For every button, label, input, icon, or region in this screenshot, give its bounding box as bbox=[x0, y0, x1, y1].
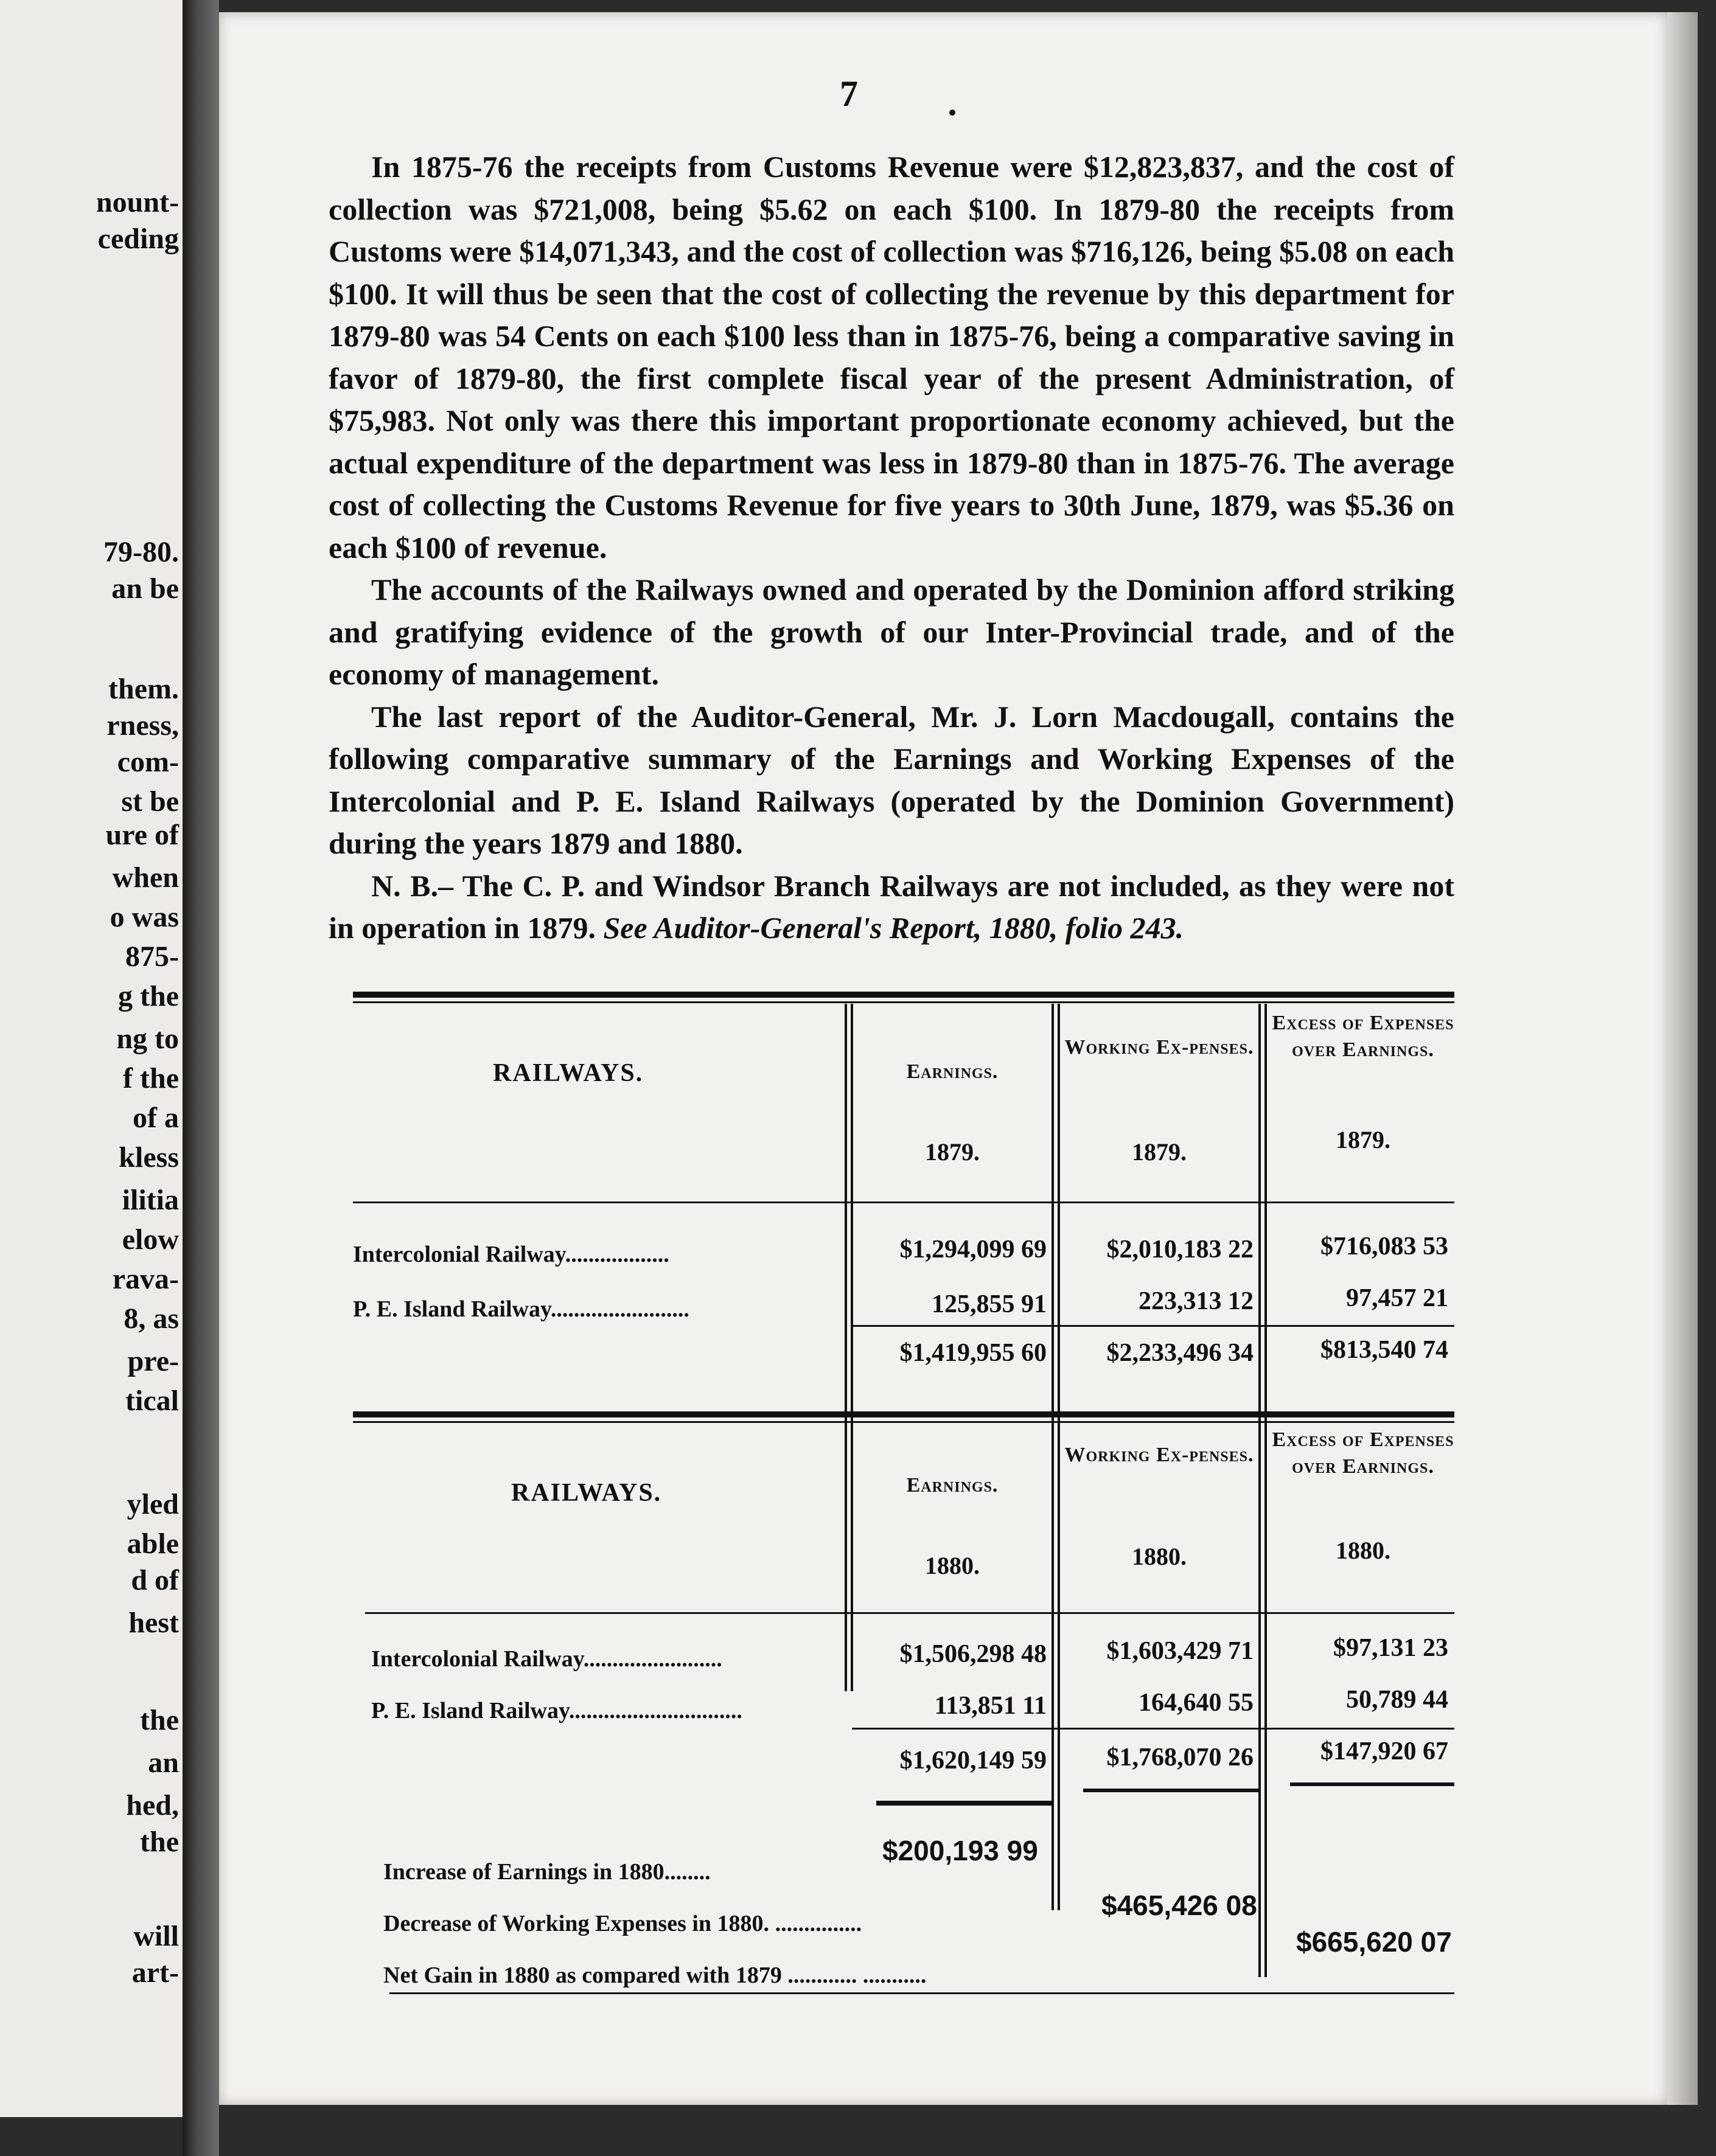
summary-value-increase: $200,193 99 bbox=[882, 1835, 1038, 1866]
left-page-fragment: 8, as bbox=[124, 1302, 179, 1335]
earnings-pei-1879: 125,855 91 bbox=[932, 1290, 1047, 1318]
left-page-fragment: able bbox=[127, 1528, 179, 1560]
left-page-fragment: when bbox=[112, 861, 179, 894]
expenses-pei-1879: 223,313 12 bbox=[1139, 1287, 1254, 1315]
left-page-fragment: rava- bbox=[112, 1263, 179, 1295]
excess-intercolonial-1880: $97,131 23 bbox=[1333, 1634, 1448, 1662]
left-page-fragment: o was bbox=[110, 901, 179, 933]
year-excess-1879: 1879. bbox=[1336, 1126, 1390, 1153]
paragraph-customs: In 1875-76 the receipts from Customs Revenue were $12,823,837, and the cost of collection was $721,008, being $5.62 on each $100. In 1879-80 the receipts from Customs were $14,071,343, and the cost of collection was $716,126, being $5.08 on each $100. It will thus be seen that the cost of collecting the revenue by this department for 1879-80 was 54 Cents on each $100 less than in 1875-76, being a comparative saving in favor of 1879-80, the first complete fiscal year of the present Administration, of $75,983. Not only was there this important proportionate economy achieved, but the actual expenditure of the department was less in 1879-80 than in 1875-76. The average cost of collecting the Customs Revenue for five years to 30th June, 1879, was $5.36 on each $100 of revenue. bbox=[329, 150, 1454, 565]
expenses-total-1880: $1,768,070 26 bbox=[1106, 1744, 1254, 1772]
left-page-fragment: 79-80. bbox=[103, 536, 179, 568]
rule-under-expenses-total bbox=[1083, 1789, 1260, 1792]
left-page-fragment: pre- bbox=[127, 1345, 179, 1377]
left-page-fragment: g the bbox=[118, 980, 179, 1012]
left-page-fragment: the bbox=[140, 1704, 179, 1736]
excess-intercolonial-1879: $716,083 53 bbox=[1320, 1233, 1448, 1261]
left-page-fragment: d of bbox=[131, 1564, 179, 1596]
left-page-fragment: an bbox=[148, 1747, 179, 1779]
left-page bbox=[0, 0, 183, 2117]
year-excess-1880: 1880. bbox=[1336, 1537, 1390, 1564]
table-top-rule-thin bbox=[353, 1001, 1454, 1003]
subtotal-rule-1880 bbox=[852, 1728, 1454, 1730]
left-page-fragment: kless bbox=[119, 1141, 179, 1174]
header-excess-1879: Excess of Expenses over Earnings. bbox=[1272, 1012, 1454, 1061]
expenses-intercolonial-1880: $1,603,429 71 bbox=[1106, 1637, 1254, 1665]
expenses-intercolonial-1879: $2,010,183 22 bbox=[1106, 1236, 1254, 1264]
left-page-fragment: hest bbox=[128, 1607, 179, 1639]
row-label-pei-1880: P. E. Island Railway.............................. bbox=[371, 1698, 742, 1723]
table-top-rule bbox=[353, 992, 1454, 998]
summary-label-increase: Increase of Earnings in 1880........ bbox=[383, 1859, 711, 1885]
earnings-pei-1880: 113,851 11 bbox=[934, 1692, 1047, 1720]
row-label-intercolonial-1879: Intercolonial Railway.................. bbox=[353, 1242, 669, 1267]
left-page-fragment: an be bbox=[111, 572, 179, 605]
rule-under-excess-total bbox=[1290, 1782, 1454, 1786]
body-text bbox=[329, 146, 1454, 950]
left-page-fragment: ceding bbox=[97, 223, 179, 255]
left-page-fragment: rness, bbox=[106, 709, 179, 742]
left-page-fragment: of a bbox=[133, 1102, 179, 1134]
page-number: 7 bbox=[840, 74, 858, 114]
year-expenses-1880: 1880. bbox=[1132, 1543, 1187, 1570]
book-gutter bbox=[183, 0, 219, 2156]
left-page-fragment: hed, bbox=[126, 1789, 179, 1821]
left-page-fragment: the bbox=[140, 1826, 179, 1858]
header-divider-1880 bbox=[365, 1612, 1454, 1614]
earnings-total-1880: $1,620,149 59 bbox=[899, 1747, 1047, 1775]
paragraph-nb bbox=[329, 865, 1454, 950]
header-earnings-1879: Earnings. bbox=[906, 1060, 999, 1083]
excess-pei-1879: 97,457 21 bbox=[1346, 1284, 1448, 1312]
left-page-fragment: ilitia bbox=[122, 1184, 179, 1216]
left-page-fragment: com- bbox=[117, 746, 179, 778]
year-earnings-1880: 1880. bbox=[925, 1552, 980, 1579]
left-page-fragment: ng to bbox=[116, 1023, 179, 1055]
rule-under-earnings-total bbox=[876, 1801, 1053, 1806]
excess-pei-1880: 50,789 44 bbox=[1346, 1686, 1448, 1714]
left-page-fragment: 875- bbox=[125, 941, 179, 973]
left-page-fragment: yled bbox=[127, 1488, 179, 1520]
left-page-fragment: elow bbox=[122, 1223, 179, 1256]
railway-comparison-table bbox=[353, 992, 1491, 2014]
summary-value-decrease: $465,426 08 bbox=[1101, 1890, 1257, 1921]
paragraph-auditor: The last report of the Auditor-General, Mr. J. Lorn Macdougall, contains the following comparative summary of the Earnings and Working Expenses of the Intercolonial and P. E. Island Railways (operated by the Dominion Government) during the years 1879 and 1880. bbox=[329, 699, 1454, 860]
nb-reference: See Auditor-General's Report, 1880, folio 243. bbox=[603, 911, 1184, 945]
paragraph-railways: The accounts of the Railways owned and operated by the Dominion afford striking and gratifying evidence of the growth of our Inter-Provincial trade, and of the economy of management. bbox=[329, 572, 1454, 691]
header-working-expenses-1880: Working Ex-penses. bbox=[1064, 1444, 1254, 1466]
year-earnings-1879: 1879. bbox=[925, 1138, 980, 1166]
header-railways-1879: RAILWAYS. bbox=[493, 1059, 644, 1087]
earnings-total-1879: $1,419,955 60 bbox=[899, 1339, 1047, 1367]
subtotal-rule-1879 bbox=[852, 1325, 1454, 1327]
excess-total-1880: $147,920 67 bbox=[1320, 1737, 1448, 1765]
row-label-pei-1879: P. E. Island Railway........................ bbox=[353, 1296, 689, 1322]
earnings-intercolonial-1879: $1,294,099 69 bbox=[899, 1236, 1047, 1264]
section-separator-thin bbox=[353, 1421, 1454, 1423]
row-label-intercolonial-1880: Intercolonial Railway........................ bbox=[371, 1646, 722, 1672]
summary-label-decrease: Decrease of Working Expenses in 1880. ............... bbox=[383, 1911, 862, 1936]
left-page-fragment: f the bbox=[123, 1062, 179, 1094]
nb-note: N. B.– The C. P. and Windsor Branch Railways are not included, as they were not in operation in 1879. bbox=[329, 868, 1454, 945]
left-page-fragment: will bbox=[133, 1920, 179, 1952]
expenses-total-1879: $2,233,496 34 bbox=[1106, 1339, 1254, 1367]
header-railways-1880: RAILWAYS. bbox=[511, 1479, 662, 1507]
page-edge bbox=[1667, 12, 1698, 2105]
table-bottom-rule bbox=[389, 1992, 1454, 1994]
summary-label-net-gain: Net Gain in 1880 as compared with 1879 ............ ........... bbox=[383, 1963, 927, 1988]
left-page-fragment: nount- bbox=[96, 186, 179, 218]
header-earnings-1880: Earnings. bbox=[906, 1474, 999, 1497]
year-expenses-1879: 1879. bbox=[1132, 1138, 1187, 1166]
header-working-expenses-1879: Working Ex-penses. bbox=[1064, 1036, 1254, 1059]
page-dot-mark bbox=[949, 110, 955, 116]
earnings-intercolonial-1880: $1,506,298 48 bbox=[899, 1640, 1047, 1668]
col-rule bbox=[845, 1004, 847, 1691]
left-page-fragment: art- bbox=[131, 1956, 179, 1989]
left-page-fragment: ure of bbox=[105, 819, 179, 851]
left-page-fragment: tical bbox=[125, 1385, 179, 1417]
expenses-pei-1880: 164,640 55 bbox=[1139, 1689, 1254, 1717]
header-excess-1880: Excess of Expenses over Earnings. bbox=[1272, 1428, 1454, 1478]
section-separator bbox=[353, 1411, 1454, 1417]
summary-value-net-gain: $665,620 07 bbox=[1296, 1926, 1452, 1958]
excess-total-1879: $813,540 74 bbox=[1320, 1336, 1448, 1364]
header-divider-1879 bbox=[353, 1201, 1454, 1203]
left-page-fragment: them. bbox=[108, 673, 179, 705]
left-page-fragment: st be bbox=[121, 785, 179, 818]
